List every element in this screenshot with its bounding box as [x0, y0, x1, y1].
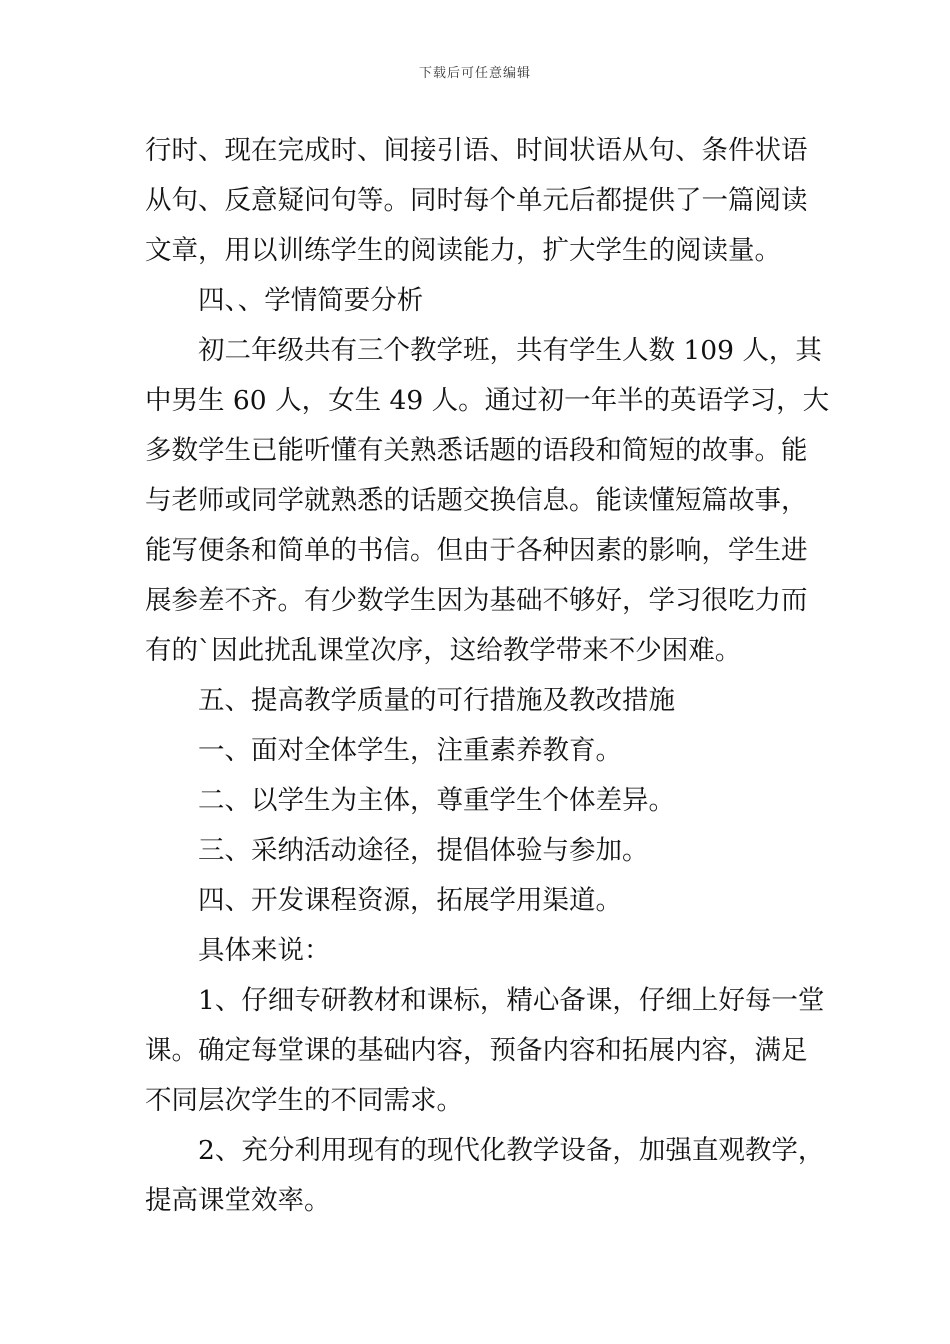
text-line: 有的`因此扰乱课堂次序，这给教学带来不少困难。	[145, 635, 742, 666]
list-item: 一、面对全体学生，注重素养教育。	[198, 735, 622, 766]
text-line: 课。确定每堂课的基础内容，预备内容和拓展内容，满足	[145, 1035, 808, 1066]
section-heading: 四、、学情简要分析	[198, 285, 424, 316]
text-line: 中男生 60 人，女生 49 人。通过初一年半的英语学习，大	[145, 385, 830, 416]
section-heading: 五、提高教学质量的可行措施及教改措施	[198, 685, 675, 716]
text-line: 多数学生已能听懂有关熟悉话题的语段和简短的故事。能	[145, 435, 808, 466]
document-body	[145, 126, 830, 1226]
page-header: 下载后可任意编辑	[418, 66, 531, 81]
list-item: 2、充分利用现有的现代化教学设备，加强直观教学，	[198, 1135, 825, 1166]
text-line: 文章，用以训练学生的阅读能力，扩大学生的阅读量。	[145, 235, 781, 266]
text-line: 展参差不齐。有少数学生因为基础不够好，学习很吃力而	[145, 585, 808, 616]
list-item: 1、仔细专研教材和课标，精心备课，仔细上好每一堂	[198, 985, 825, 1016]
text-line: 行时、现在完成时、间接引语、时间状语从句、条件状语	[145, 135, 808, 166]
text-line: 与老师或同学就熟悉的话题交换信息。能读懂短篇故事，	[145, 485, 808, 516]
text-line: 不同层次学生的不同需求。	[145, 1085, 463, 1116]
text-line: 从句、反意疑问句等。同时每个单元后都提供了一篇阅读	[145, 185, 808, 216]
text-line: 具体来说：	[198, 935, 331, 966]
text-line: 能写便条和简单的书信。但由于各种因素的影响，学生进	[145, 535, 808, 566]
list-item: 三、采纳活动途径，提倡体验与参加。	[198, 835, 649, 866]
list-item: 四、开发课程资源，拓展学用渠道。	[198, 885, 622, 916]
list-item: 二、以学生为主体，尊重学生个体差异。	[198, 785, 675, 816]
text-line: 提高课堂效率。	[145, 1185, 331, 1216]
text-line: 初二年级共有三个教学班，共有学生人数 109 人，其	[198, 335, 822, 366]
